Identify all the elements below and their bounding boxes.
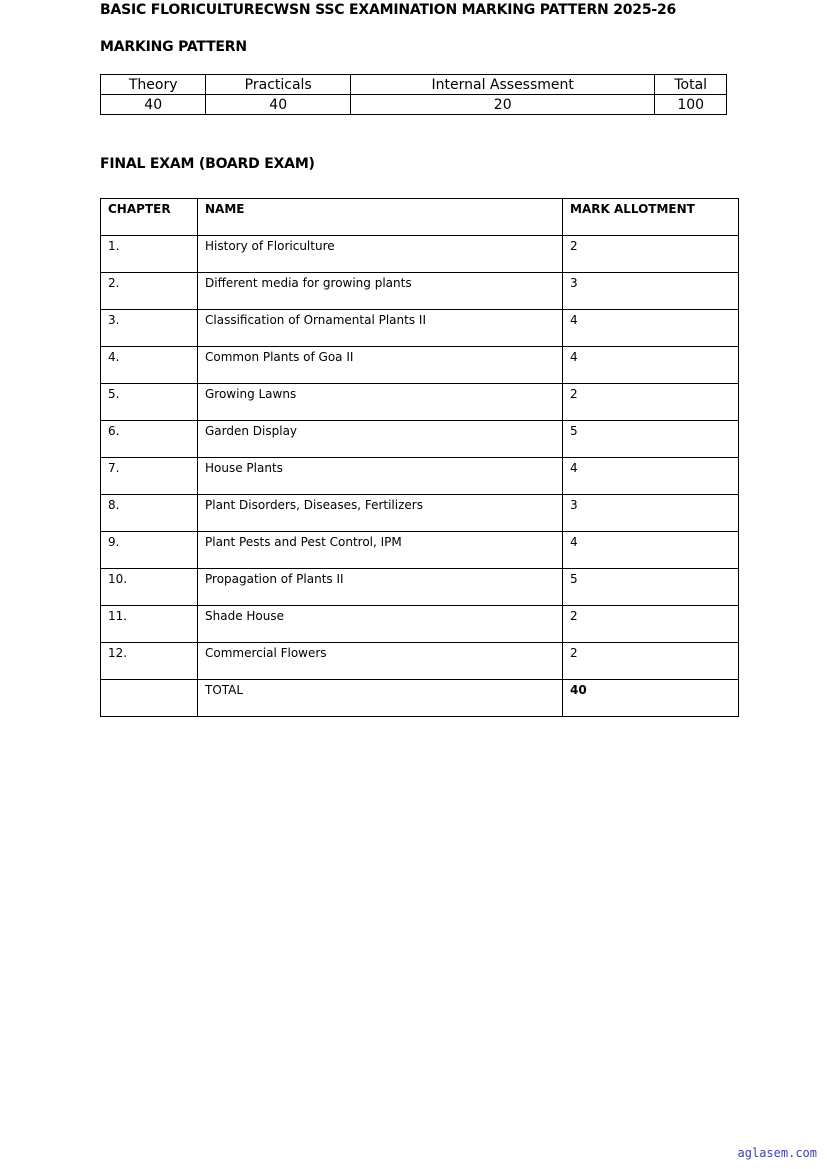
chapter-marks: 3 [563, 273, 739, 310]
chapter-number: 2. [101, 273, 198, 310]
chapter-number: 12. [101, 643, 198, 680]
chapter-name: Garden Display [198, 421, 563, 458]
table-row [101, 273, 739, 310]
chapter-name: Common Plants of Goa II [198, 347, 563, 384]
table-row [101, 421, 739, 458]
chapter-name: Plant Pests and Pest Control, IPM [198, 532, 563, 569]
chapter-number: 8. [101, 495, 198, 532]
chapter-number: 7. [101, 458, 198, 495]
chapter-number: 1. [101, 236, 198, 273]
chapter-name: Classification of Ornamental Plants II [198, 310, 563, 347]
chapter-number: 4. [101, 347, 198, 384]
name-column-header: NAME [198, 199, 563, 236]
chapter-marks: 5 [563, 421, 739, 458]
table-row [101, 532, 739, 569]
watermark: aglasem.com [737, 1146, 817, 1160]
chapter-marks: 2 [563, 384, 739, 421]
chapter-name: Propagation of Plants II [198, 569, 563, 606]
chapter-marks: 5 [563, 569, 739, 606]
total-header: Total [655, 75, 727, 95]
theory-header: Theory [101, 75, 206, 95]
chapter-name: House Plants [198, 458, 563, 495]
table-row [101, 236, 739, 273]
table-row [101, 643, 739, 680]
chapter-number: 11. [101, 606, 198, 643]
chapter-marks: 4 [563, 532, 739, 569]
chapter-number: 3. [101, 310, 198, 347]
table-row [101, 310, 739, 347]
mark-allotment-column-header: MARK ALLOTMENT [563, 199, 739, 236]
table-row [101, 347, 739, 384]
marking-pattern-table [100, 74, 727, 115]
internal-assessment-value: 20 [350, 95, 654, 115]
chapter-name: Different media for growing plants [198, 273, 563, 310]
total-chapter-cell [101, 680, 198, 717]
chapter-name: History of Floriculture [198, 236, 563, 273]
chapter-name: Commercial Flowers [198, 643, 563, 680]
chapter-marks: 2 [563, 236, 739, 273]
table-row [101, 384, 739, 421]
total-value: 100 [655, 95, 727, 115]
chapter-marks: 4 [563, 458, 739, 495]
total-marks: 40 [563, 680, 739, 717]
chapter-marks: 2 [563, 643, 739, 680]
practicals-header: Practicals [206, 75, 351, 95]
chapter-number: 10. [101, 569, 198, 606]
chapter-marks: 2 [563, 606, 739, 643]
chapter-name: Shade House [198, 606, 563, 643]
marking-pattern-heading: MARKING PATTERN [100, 39, 247, 55]
chapter-number: 9. [101, 532, 198, 569]
total-row [101, 680, 739, 717]
document-title: BASIC FLORICULTURECWSN SSC EXAMINATION MARKING PATTERN 2025-26 [100, 2, 677, 18]
chapter-marks: 4 [563, 347, 739, 384]
final-exam-heading: FINAL EXAM (BOARD EXAM) [100, 156, 315, 172]
table-row [101, 458, 739, 495]
practicals-value: 40 [206, 95, 351, 115]
chapter-name: Growing Lawns [198, 384, 563, 421]
chapter-marks-table [100, 198, 739, 717]
theory-value: 40 [101, 95, 206, 115]
chapter-number: 5. [101, 384, 198, 421]
marking-pattern-header-row [101, 75, 727, 95]
table-row [101, 495, 739, 532]
chapter-column-header: CHAPTER [101, 199, 198, 236]
chapter-marks: 4 [563, 310, 739, 347]
chapter-number: 6. [101, 421, 198, 458]
chapter-marks: 3 [563, 495, 739, 532]
chapter-table-header-row [101, 199, 739, 236]
table-row [101, 606, 739, 643]
table-row [101, 569, 739, 606]
chapter-name: Plant Disorders, Diseases, Fertilizers [198, 495, 563, 532]
internal-assessment-header: Internal Assessment [350, 75, 654, 95]
total-label: TOTAL [198, 680, 563, 717]
marking-pattern-value-row [101, 95, 727, 115]
